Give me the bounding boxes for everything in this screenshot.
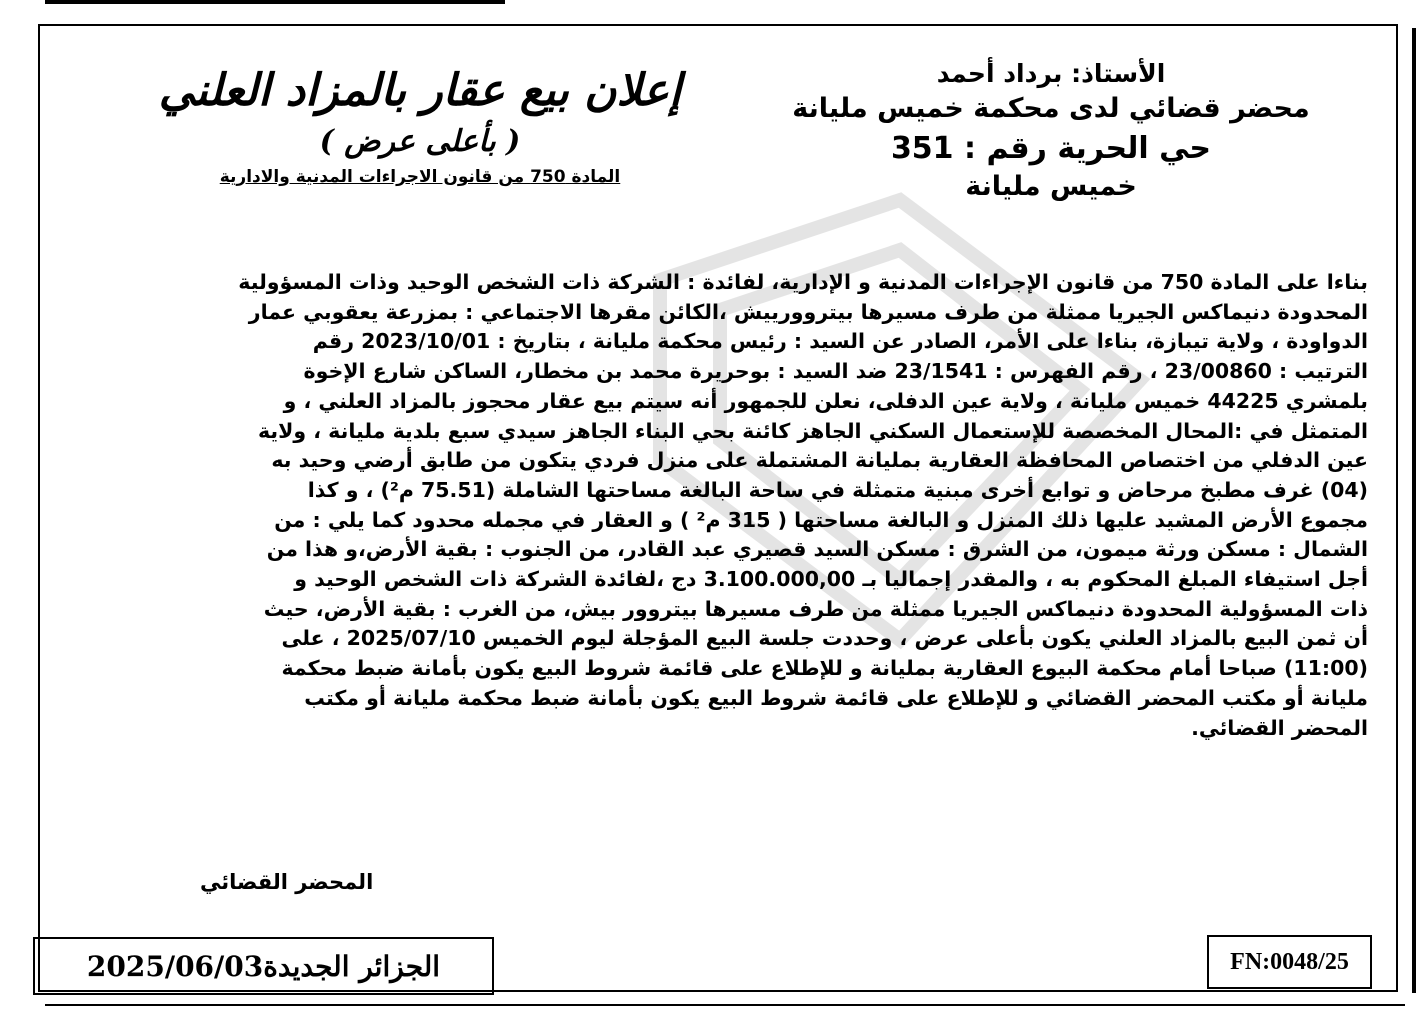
bailiff-address: حي الحرية رقم : 351 [890,131,1212,166]
body-line: (11:00) صباحا أمام محكمة البيوع العقارية بمليانة و للإطلاع على قائمة شروط البيع يكون بأمانة ضبط محكمة [281,656,1368,681]
bailiff-city: خميس مليانة [965,171,1137,202]
signature: المحضر القضائي [200,870,374,894]
body-line: (04) غرف مطبخ مرحاض و توابع أخرى مبنية متمثلة في ساحة البالغة مساحتها الشاملة (75.51 م²) ، و كذا [307,477,1368,502]
right-rule [1412,28,1416,993]
body-line: بناءا على المادة 750 من قانون الإجراءات المدنية و الإدارية، لفائدة : الشركة ذات الشخص الوحيد وذات المسؤولية [238,270,1368,294]
bailiff-title: محضر قضائي لدى محكمة خميس مليانة [792,93,1310,124]
notice-body [78,268,1368,743]
notice-title: إعلان بيع عقار بالمزاد العلني [158,65,682,116]
body-line: الترتيب : 23/00860 ، رقم الفهرس : 23/1541 ضد السيد : بوحريرة محمد بن مخطار، الساكن شارع الإخوة [303,359,1368,384]
body-line: عين الدفلي من اختصاص المحافظة العقارية بمليانة المشتملة على منزل فردي يتكون من طابق أرضي وحيد به [271,448,1368,473]
body-line: المحضر القضائي. [1191,715,1368,740]
top-rule [45,0,505,4]
body-line: ذات المسؤولية المحدودة دنيماكس الجيريا ممثلة من طرف مسيرها بيتروور بيش، من الغرب : بقية الأرض، حيث [263,596,1368,621]
notice-subtitle: ( بأعلى عرض ) [319,124,521,159]
bailiff-header [771,58,1331,204]
body-line: مجموع الأرض المشيد عليها ذلك المنزل و البالغة مساحتها ( 315 م² ) و العقار في مجمله محدود كما يلي : من [274,507,1368,532]
newspaper-box: الجزائر الجديدة2025/06/03 [33,937,494,995]
body-line: أجل استيفاء المبلغ المحكوم به ، والمقدر إجماليا بـ 3.100.000,00 دج ،لفائدة الشركة ذات الشخص الوحيد و [294,567,1368,592]
body-line: مليانة أو مكتب المحضر القضائي و للإطلاع على قائمة شروط البيع يكون بأمانة ضبط محكمة مليانة أو مكتب [304,685,1368,710]
body-line: بلمشري 44225 خميس مليانة ، ولاية عين الدفلى، نعلن للجمهور أنه سيتم بيع عقار محجوز بالمزاد العلني ، و [283,388,1368,413]
notice-title-block [90,62,750,190]
bottom-rule [45,1004,1405,1006]
body-line: الدواودة ، ولاية تيبازة، بناءا على الأمر، الصادر عن السيد : رئيس محكمة مليانة ، بتاريخ : 2023/10/01 رقم [312,329,1368,354]
bailiff-name: الأستاذ: برداد أحمد [936,59,1166,88]
body-line: الشمال : مسكن ورثة ميمون، من الشرق : مسكن السيد قصيري عبد القادر، من الجنوب : بقية الأرض،و هذا من [266,537,1368,562]
body-line: المتمثل في :المحال المخصصة للإستعمال السكني الجاهز كائنة بحي البناء الجاهز سيدي سبع بلدية مليانة ، ولاية [257,418,1368,443]
reference-box: FN:0048/25 [1207,935,1372,989]
body-line: أن ثمن البيع بالمزاد العلني يكون بأعلى عرض ، وحددت جلسة البيع المؤجلة ليوم الخميس 2025/07/10 ، على [281,626,1368,651]
legal-article: المادة 750 من قانون الاجراءات المدنية والادارية [219,167,621,187]
body-line: المحدودة دنيماكس الجيريا ممثلة من طرف مسيرها بيتروورييش ،الكائن مقرها الاجتماعي : بمزرعة يعقوبي عمار [248,299,1368,324]
